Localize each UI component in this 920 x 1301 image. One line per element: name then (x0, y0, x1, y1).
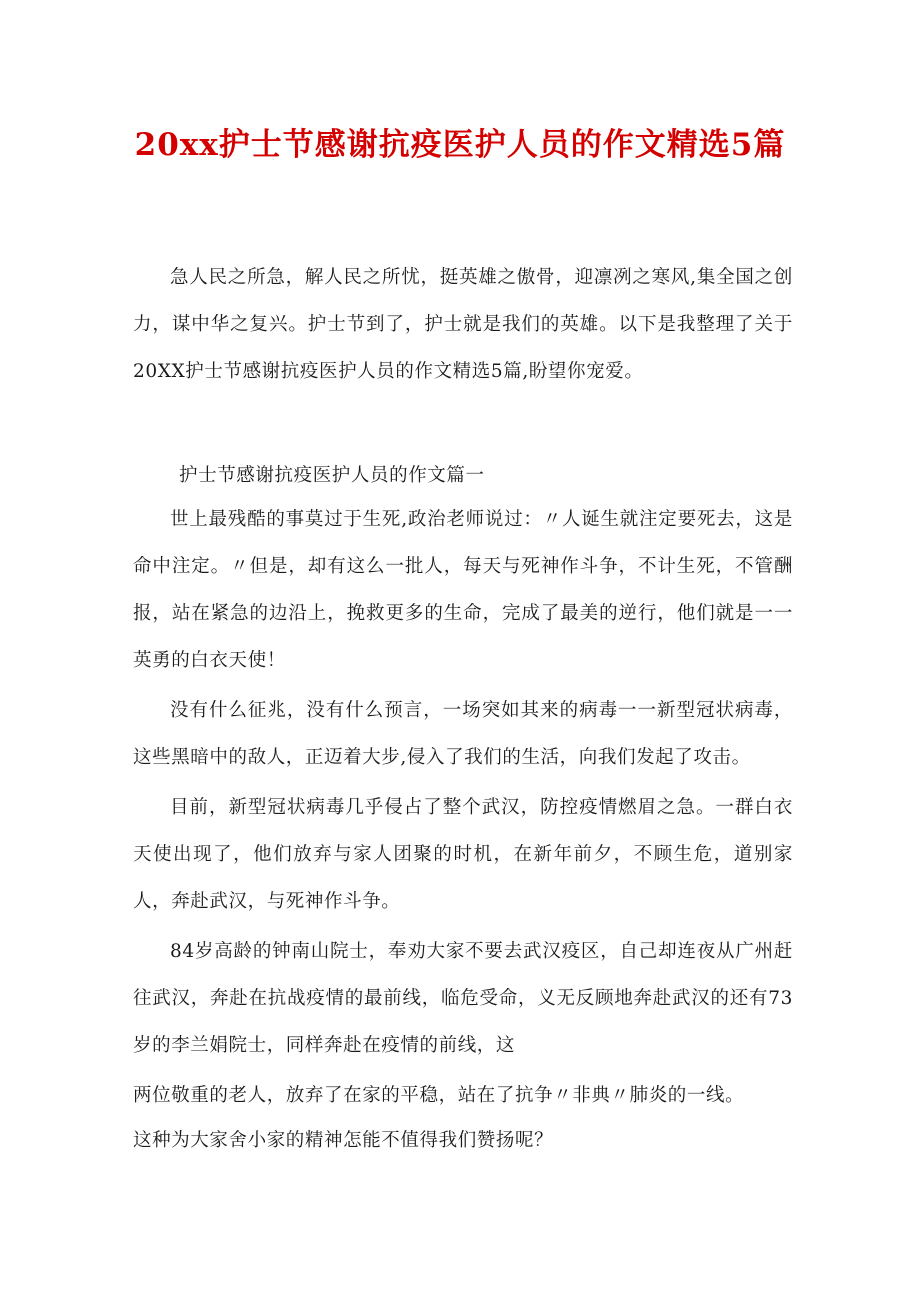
document-title: 20xx护士节感谢抗疫医护人员的作文精选5篇 (134, 127, 786, 163)
body-paragraph-4: 84岁高龄的钟南山院士，奉劝大家不要去武汉疫区，自己却连夜从广州赶往武汉，奔赴在抗战疫情的最前线，临危受命，义无反顾地奔赴武汉的还有73岁的李兰娟院士，同样奔赴在疫情的前线，这 (133, 941, 793, 1056)
body-paragraph-1: 世上最残酷的事莫过于生死,政治老师说过：〃人诞生就注定要死去，这是命中注定。〃但是，却有这么一批人，每天与死神作斗争，不计生死，不管酬报，站在紧急的边沿上，挽救更多的生命，完成了最美的逆行，他们就是一一英勇的白衣天使！ (133, 509, 793, 671)
intro-paragraph: 急人民之所急，解人民之所忧，挺英雄之傲骨，迎凛冽之寒风,集全国之创力，谋中华之复兴。护士节到了，护士就是我们的英雄。以下是我整理了关于20XX护士节感谢抗疫医护人员的作文精选5篇,盼望你宠爱。 (133, 267, 793, 382)
body-paragraph-5: 两位敬重的老人，放弃了在家的平稳，站在了抗争〃非典〃肺炎的一线。 (133, 1085, 745, 1106)
body-paragraph-6: 这种为大家舍小家的精神怎能不值得我们赞扬呢？ (133, 1130, 554, 1151)
body-paragraph-3: 目前，新型冠状病毒几乎侵占了整个武汉，防控疫情燃眉之急。一群白衣天使出现了，他们放弃与家人团聚的时机，在新年前夕，不顾生危，道别家人，奔赴武汉，与死神作斗争。 (133, 797, 793, 912)
body-paragraph-2: 没有什么征兆，没有什么预言，一场突如其来的病毒一一新型冠状病毒，这些黑暗中的敌人，正迈着大步,侵入了我们的生活，向我们发起了攻击。 (133, 700, 793, 768)
section-heading: 护士节感谢抗疫医护人员的作文篇一 (179, 465, 485, 486)
